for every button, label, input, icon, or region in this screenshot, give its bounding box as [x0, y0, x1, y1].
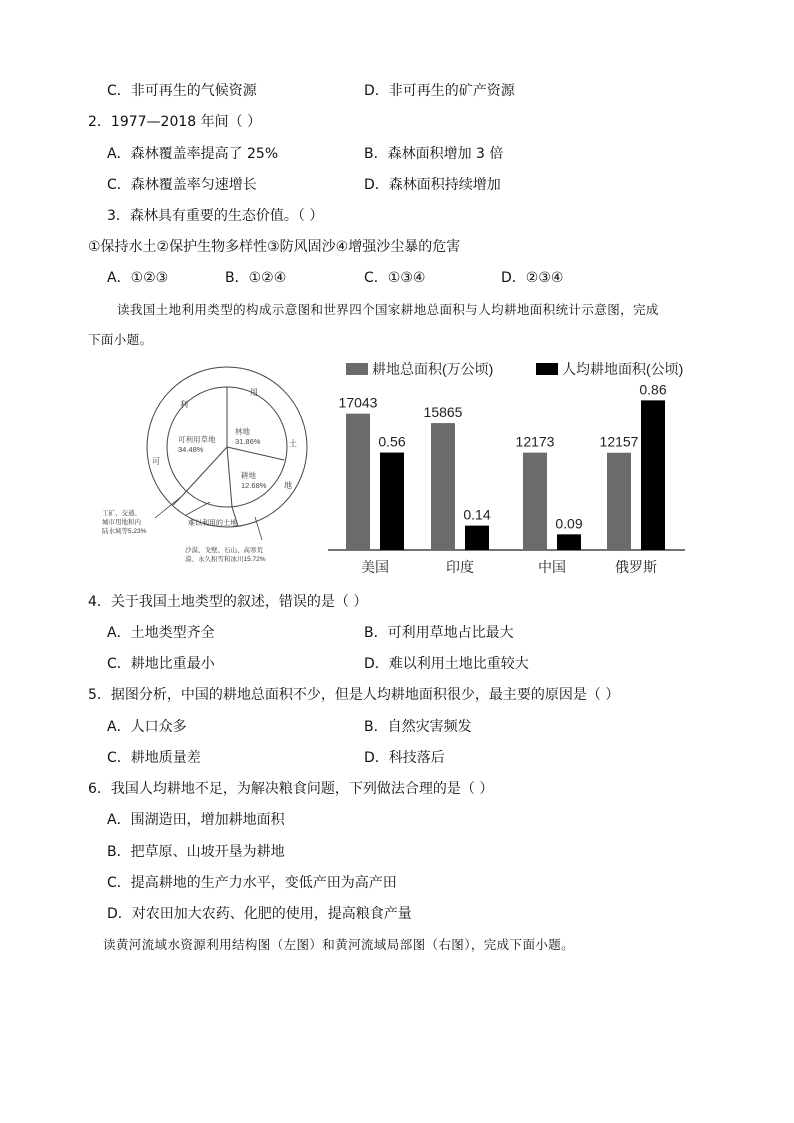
segment-farm-name: 耕地	[241, 471, 256, 480]
q6-option-c: C．提高耕地的生产力水平，变低产田为高产田	[107, 875, 397, 891]
q2-option-c: C．森林覆盖率匀速增长	[107, 177, 257, 193]
callout-line-unusable	[186, 502, 210, 515]
q3-option-a: A．①②③	[107, 270, 169, 286]
q6-stem: 6．我国人均耕地不足，为解决粮食问题，下列做法合理的是（ ）	[88, 781, 494, 797]
q3-items: ①保持水土②保护生物多样性③防风固沙④增强沙尘暴的危害	[88, 239, 461, 255]
q2-option-b: B．森林面积增加 3 倍	[364, 146, 504, 162]
land-use-pie	[102, 367, 307, 563]
q4-option-d: D．难以利用土地比重较大	[364, 656, 529, 672]
category-label-2: 中国	[538, 559, 566, 575]
q3-option-d: D．②③④	[501, 270, 564, 286]
outer-label-4: 地	[284, 481, 292, 490]
value-label-total-1: 15865	[423, 404, 463, 421]
category-label-1: 印度	[446, 559, 474, 575]
callout-transport-3: 陆水域等5.23%	[102, 528, 147, 535]
bar-total-1	[431, 423, 455, 550]
callout-desert-2: 漠、永久积雪和冰川15.72%	[185, 556, 266, 563]
q5-option-a: A．人口众多	[107, 719, 187, 735]
bar-total-0	[346, 414, 370, 550]
pie-divider-right	[227, 447, 284, 460]
value-label-per-capita-1: 0.14	[463, 506, 491, 523]
figure	[100, 355, 700, 585]
value-label-total-2: 12173	[515, 433, 555, 450]
legend-swatch-total	[346, 363, 368, 375]
q6-option-a: A．围湖造田，增加耕地面积	[107, 812, 285, 828]
q3-option-b: B．①②④	[225, 270, 287, 286]
bar-per-capita-0	[380, 453, 404, 550]
q1-option-d: D．非可再生的矿产资源	[364, 83, 515, 99]
value-label-total-3: 12157	[599, 433, 639, 450]
q2-option-a: A．森林覆盖率提高了 25%	[107, 146, 279, 162]
q5-option-b: B．自然灾害频发	[364, 719, 472, 735]
category-label-0: 美国	[361, 559, 389, 575]
q4-option-a: A．土地类型齐全	[107, 625, 215, 641]
segment-farm-value: 12.68%	[241, 481, 267, 490]
value-label-per-capita-2: 0.09	[555, 515, 583, 532]
callout-line-transport	[155, 496, 182, 518]
intro1-line1: 读我国土地利用类型的构成示意图和世界四个国家耕地总面积与人均耕地面积统计示意图，完成	[117, 302, 659, 317]
outer-label-2: 用	[250, 388, 258, 397]
q2-stem: 2．1977—2018 年间（ ）	[88, 114, 262, 130]
callout-transport-1: 工矿、交通、	[102, 510, 141, 517]
outer-label-3: 土	[289, 439, 297, 448]
q5-option-c: C．耕地质量差	[107, 750, 201, 766]
bar-per-capita-1	[465, 526, 489, 550]
legend-swatch-per-capita	[536, 363, 558, 375]
figure-svg	[100, 355, 700, 585]
q4-stem: 4．关于我国土地类型的叙述，错误的是（ ）	[88, 594, 368, 610]
q5-option-d: D．科技落后	[364, 750, 445, 766]
q6-option-b: B．把草原、山坡开垦为耕地	[107, 844, 285, 860]
category-label-3: 俄罗斯	[615, 559, 657, 575]
q4-option-b: B．可利用草地占比最大	[364, 625, 514, 641]
value-label-total-0: 17043	[338, 394, 378, 411]
outer-label-5: 可	[152, 457, 160, 466]
bar-per-capita-2	[557, 534, 581, 550]
segment-grass-value: 34.48%	[178, 445, 204, 454]
bar-total-3	[607, 453, 631, 550]
q2-option-d: D．森林面积持续增加	[364, 177, 501, 193]
bar-total-2	[523, 453, 547, 550]
q3-option-c: C．①③④	[364, 270, 426, 286]
q4-option-c: C．耕地比重最小	[107, 656, 215, 672]
value-label-per-capita-0: 0.56	[378, 433, 406, 450]
segment-forest-value: 31.86%	[235, 437, 261, 446]
value-label-per-capita-3: 0.86	[639, 381, 667, 398]
pie-divider-left	[182, 447, 227, 496]
q1-option-c: C．非可再生的气候资源	[107, 83, 257, 99]
bars-layer	[339, 381, 667, 575]
callout-unusable: 难以利用的土地	[188, 520, 237, 527]
callout-desert-1: 沙漠、戈壁、石山、高寒荒	[185, 547, 263, 554]
pie-divider-bottom	[227, 447, 232, 507]
legend-label-per-capita: 人均耕地面积(公顷)	[562, 361, 684, 377]
q6-option-d: D．对农田加大农药、化肥的使用，提高粮食产量	[107, 906, 412, 922]
bar-per-capita-3	[641, 400, 665, 550]
legend-label-total: 耕地总面积(万公顷)	[372, 361, 494, 377]
intro2: 读黄河流域水资源利用结构图（左图）和黄河流域局部图（右图），完成下面小题。	[103, 937, 575, 952]
segment-forest-name: 林地	[235, 427, 250, 436]
q3-stem: 3．森林具有重要的生态价值。（ ）	[107, 208, 324, 224]
segment-grass-name: 可利用草地	[178, 435, 216, 444]
intro1-line2: 下面小题。	[88, 332, 153, 347]
outer-label-1: 利	[180, 400, 188, 409]
callout-transport-2: 城市用地和内	[102, 519, 141, 526]
q5-stem: 5．据图分析，中国的耕地总面积不少，但是人均耕地面积很少，最主要的原因是（ ）	[88, 687, 620, 703]
bar-chart	[328, 361, 685, 575]
